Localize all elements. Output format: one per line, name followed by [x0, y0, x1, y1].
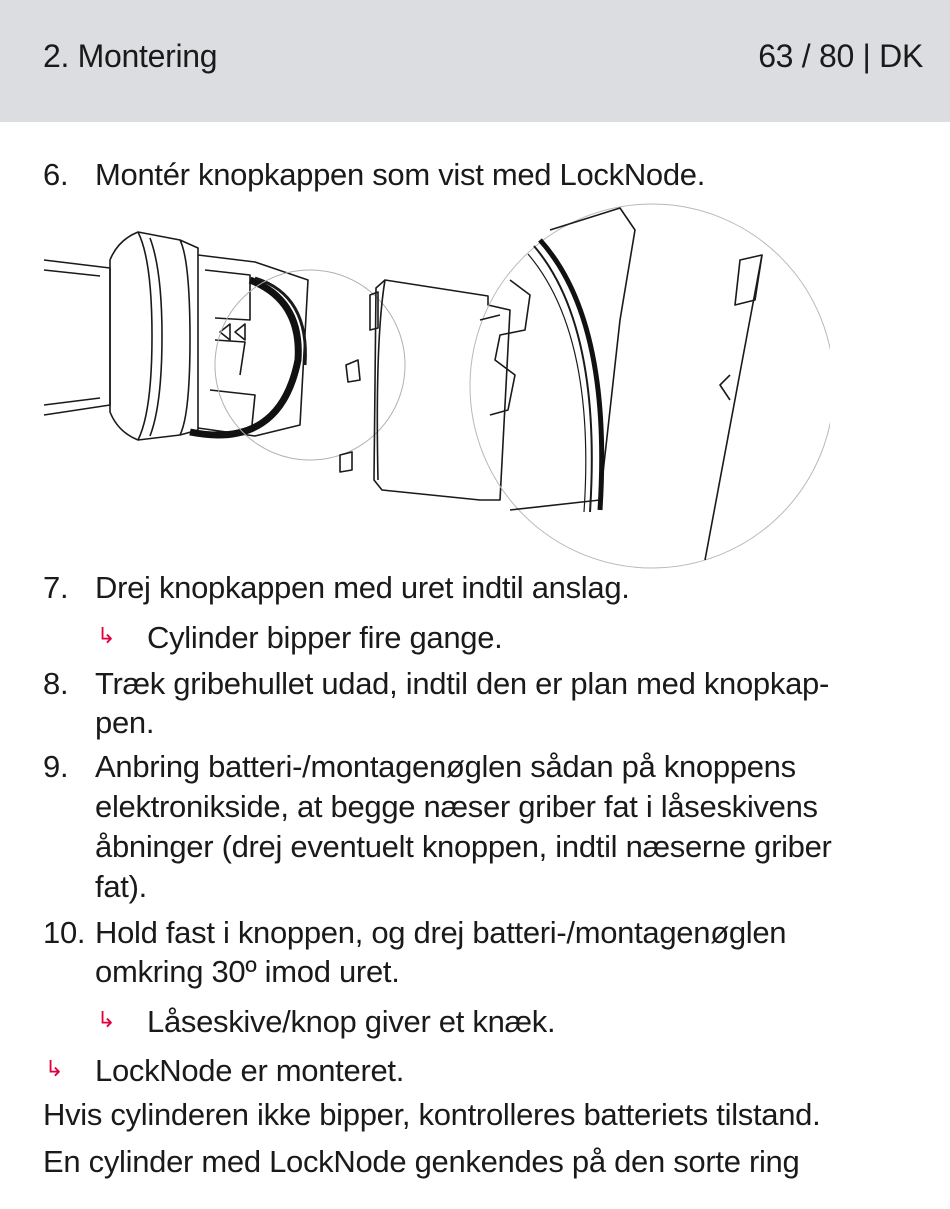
page-header [0, 0, 950, 122]
zoomed-detail-drawing [480, 208, 762, 560]
locknode-assembly-illustration [40, 200, 830, 570]
cylinder-shaft-drawing [44, 260, 110, 415]
step-text: pen. [95, 705, 155, 740]
knob-cap-drawing [340, 280, 510, 500]
section-title: 2. Montering [43, 38, 218, 74]
page-number: 63 / 80 | DK [758, 38, 923, 74]
final-result: LockNode er monteret. [95, 1053, 405, 1088]
arrow-return-icon: ↳ [97, 623, 116, 648]
step-text: Træk gribehullet udad, indtil den er plan med knopkap- [95, 666, 829, 701]
step-result: Låseskive/knop giver et knæk. [147, 1004, 556, 1039]
step-text: Anbring batteri-/montagenøglen sådan på knoppens [95, 749, 796, 784]
step-number: 9. [43, 749, 69, 784]
arrow-return-icon: ↳ [45, 1056, 64, 1081]
note-text: En cylinder med LockNode genkendes på den sorte ring [43, 1144, 800, 1179]
step-result: Cylinder bipper fire gange. [147, 620, 503, 655]
step-text: åbninger (drej eventuelt knoppen, indtil næserne griber [95, 829, 832, 864]
arrow-return-icon: ↳ [97, 1007, 116, 1032]
step-text: Hold fast i knoppen, og drej batteri-/montagenøglen [95, 915, 787, 950]
note-text: Hvis cylinderen ikke bipper, kontrolleres batteriets tilstand. [43, 1097, 821, 1132]
step-text: elektronikside, at begge næser griber fat i låseskivens [95, 789, 818, 824]
step-number: 10. [43, 915, 86, 950]
step-number: 8. [43, 666, 69, 701]
step-text: Montér knopkappen som vist med LockNode. [95, 157, 706, 192]
step-text: omkring 30º imod uret. [95, 954, 400, 989]
step-number: 6. [43, 157, 69, 192]
step-text: fat). [95, 869, 147, 904]
step-text: Drej knopkappen med uret indtil anslag. [95, 570, 630, 605]
step-number: 7. [43, 570, 69, 605]
